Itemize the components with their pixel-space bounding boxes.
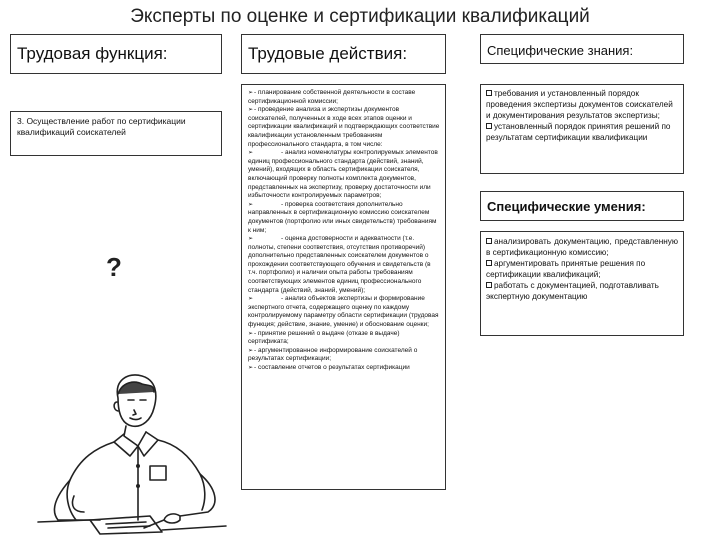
labor-function-header-box: [10, 34, 222, 74]
labor-action-item: ➢- принятие решений о выдаче (отказе в выдаче) сертификата;: [248, 329, 400, 346]
man-at-desk-illustration: [30, 370, 230, 535]
labor-action-item: ➢ - оценка достоверности и адекватности (т.е. полноты, степени соответствия, отсутствия противоречий) дополнительно представленных соискателем документов о прохождении соответствующего обучения и свидетельств (в т.ч. портфолио) и наличии опыта работы требованиям соответствующих элементов единиц профессионального стандарта (действий, знаний, умений);: [248, 235, 431, 294]
labor-action-item: ➢- проведение анализа и экспертизы документов соискателей, полученных в ходе всех этапов оценки и сертификации квалификаций и подтверждающих соответствие квалификации установленным требованиям профессионального стандарта, в том числе:: [248, 106, 440, 148]
labor-actions-box: [241, 84, 446, 490]
square-bullet-icon: [486, 282, 492, 288]
specific-skills-box: [480, 231, 684, 336]
specific-knowledge-box: [480, 84, 684, 174]
square-bullet-icon: [486, 238, 492, 244]
square-bullet-icon: [486, 260, 492, 266]
arrow-bullet-icon: ➢: [248, 365, 254, 371]
labor-function-header: Трудовая функция:: [17, 44, 168, 63]
arrow-bullet-icon: ➢: [248, 150, 254, 157]
arrow-bullet-icon: ➢: [248, 296, 254, 303]
specific-skills-header: Специфические умения:: [487, 199, 646, 214]
knowledge-item: установленный порядок принятия решений по результатам сертификации квалификации: [486, 122, 671, 142]
specific-skills-header-box: [480, 191, 684, 221]
skill-item: анализировать документацию, представленную в сертификационную комиссию;: [486, 237, 678, 257]
labor-action-item: ➢ - анализ объектов экспертизы и формирование экспертного отчета, содержащего оценку по каждому контролируемому параметру области сертификации (трудовая функция; действие, знание, умение) и обоснование оценки;: [248, 295, 439, 329]
arrow-bullet-icon: ➢: [248, 236, 254, 243]
specific-skills-list: [486, 236, 678, 302]
specific-knowledge-list: [486, 88, 678, 143]
labor-function-text: 3. Осуществление работ по сертификации квалификаций соискателей: [17, 116, 186, 137]
arrow-bullet-icon: ➢: [248, 90, 254, 96]
page-title: Эксперты по оценке и сертификации квалификаций: [130, 6, 590, 27]
labor-action-item: ➢- аргументированное информирование соискателей о результатах сертификации;: [248, 346, 418, 363]
skill-item: работать с документацией, подготавливать экспертную документацию: [486, 281, 659, 301]
labor-actions-header: Трудовые действия:: [248, 44, 408, 63]
skill-item: аргументировать принятые решения по сертификации квалификаций;: [486, 259, 646, 279]
labor-function-box: [10, 111, 222, 156]
labor-action-item: ➢- планирование собственной деятельности в составе сертификационной комиссии;: [248, 89, 416, 105]
square-bullet-icon: [486, 90, 492, 96]
labor-actions-list: [248, 89, 440, 373]
specific-knowledge-header: Специфические знания:: [487, 43, 634, 58]
labor-action-item: ➢ - анализ номенклатуры контролируемых элементов единиц профессионального стандарта (действий, знаний, умений), входящих в область сертификации соискателя, включающий проверку полноты комплекта документов, представленных на экспертизу, проверку достаточности или избыточности контролируемых параметров;: [248, 149, 438, 200]
labor-actions-header-box: [241, 34, 446, 74]
arrow-bullet-icon: ➢: [248, 201, 254, 208]
labor-action-item: ➢- составление отчетов о результатах сертификации: [248, 364, 410, 371]
specific-knowledge-header-box: [480, 34, 684, 64]
square-bullet-icon: [486, 123, 492, 129]
arrow-bullet-icon: ➢: [248, 330, 254, 337]
knowledge-item: требования и установленный порядок проведения экспертизы документов соискателей и документирования результатов экспертизы;: [486, 89, 673, 120]
arrow-bullet-icon: ➢: [248, 347, 254, 354]
question-mark: ?: [106, 252, 122, 282]
arrow-bullet-icon: ➢: [248, 107, 254, 114]
labor-action-item: ➢ - проверка соответствия дополнительно направленных в сертификационную комиссию соискателем документов (портфолио или иных свидетельств) требованиям к ним;: [248, 200, 437, 234]
